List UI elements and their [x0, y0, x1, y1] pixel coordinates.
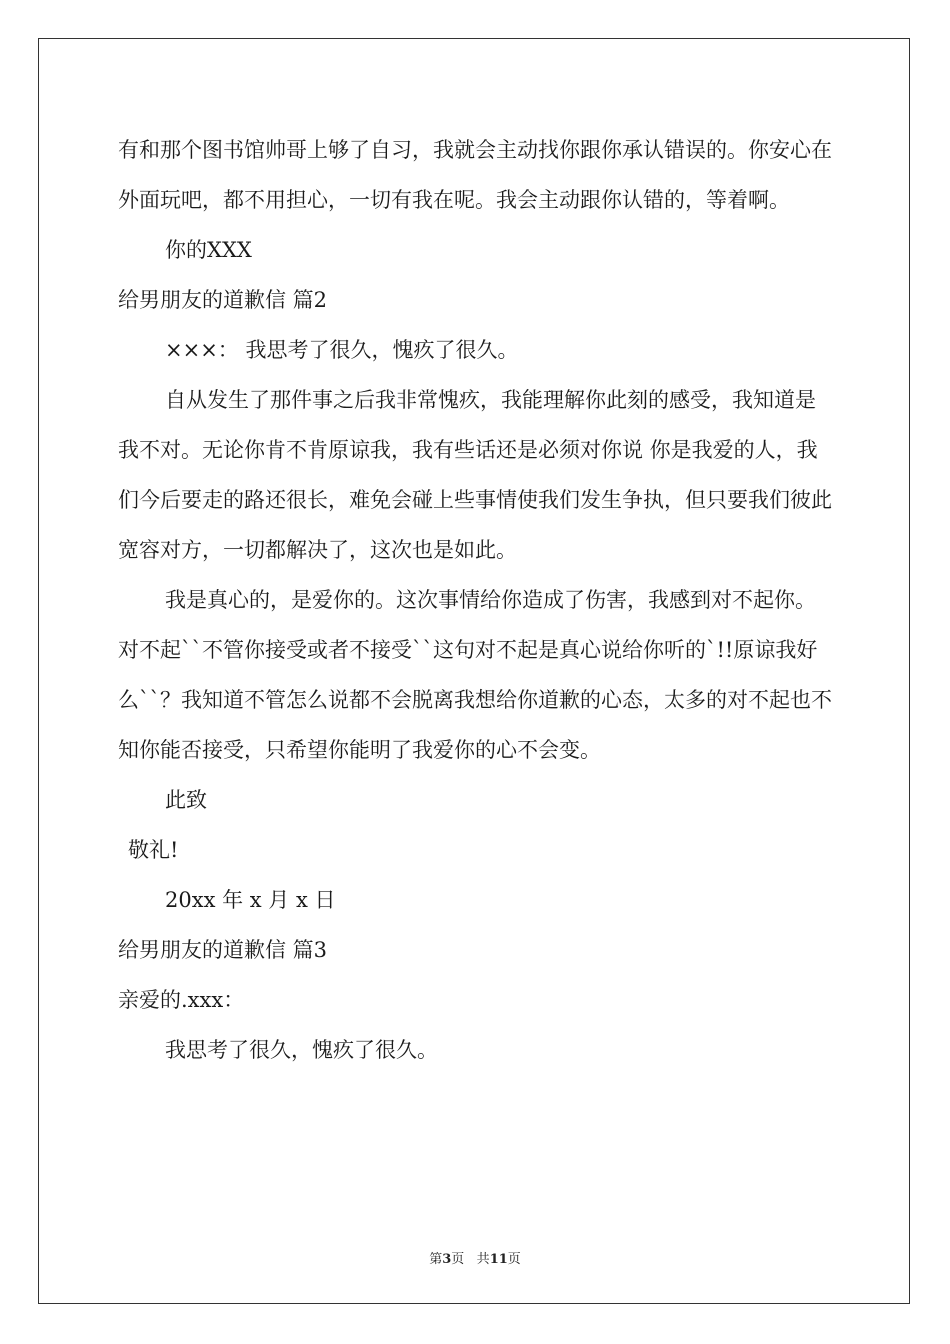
- footer-prefix: 第: [429, 1252, 443, 1267]
- footer-total-prefix: 共: [476, 1252, 490, 1267]
- paragraph-body-2b: 我是真心的，是爱你的。这次事情给你造成了伤害，我感到对不起你。对不起``不管你接受或者不接受``这句对不起是真心说给你听的`!!原谅我好么``？我知道不管怎么说都不会脱离我想给你道歉的心态，太多的对不起也不知你能否接受，只希望你能明了我爱你的心不会变。: [118, 588, 832, 762]
- paragraph-continuation: 有和那个图书馆帅哥上够了自习，我就会主动找你跟你承认错误的。你安心在外面玩吧，都不用担心，一切有我在呢。我会主动跟你认错的，等着啊。: [118, 138, 832, 212]
- regards-line: 敬礼!: [128, 838, 179, 862]
- footer-current-page: 3: [442, 1252, 452, 1267]
- signature-line: 你的XXX: [165, 238, 252, 262]
- salutation-3: 亲爱的.xxx：: [118, 988, 245, 1012]
- salutation-2: ×××： 我思考了很久，愧疚了很久。: [165, 338, 519, 362]
- document-body: [118, 125, 834, 1075]
- section-heading-3: 给男朋友的道歉信 篇3: [118, 938, 328, 962]
- section-heading-2: 给男朋友的道歉信 篇2: [118, 288, 328, 312]
- closing-line: 此致: [165, 788, 207, 812]
- paragraph-body-2a: 自从发生了那件事之后我非常愧疚，我能理解你此刻的感受，我知道是我不对。无论你肯不肯原谅我，我有些话还是必须对你说 你是我爱的人，我们今后要走的路还很长，难免会碰上些事情使我们发生争执，但只要我们彼此宽容对方，一切都解决了，这次也是如此。: [118, 388, 832, 562]
- footer-total-pages: 11: [489, 1252, 508, 1267]
- footer-page-suffix: 页: [451, 1252, 465, 1267]
- paragraph-body-3: 我思考了很久，愧疚了很久。: [165, 1038, 438, 1062]
- date-line: 20xx 年 x 月 x 日: [165, 888, 336, 912]
- page-footer: [0, 1248, 950, 1267]
- footer-total-suffix: 页: [507, 1252, 521, 1267]
